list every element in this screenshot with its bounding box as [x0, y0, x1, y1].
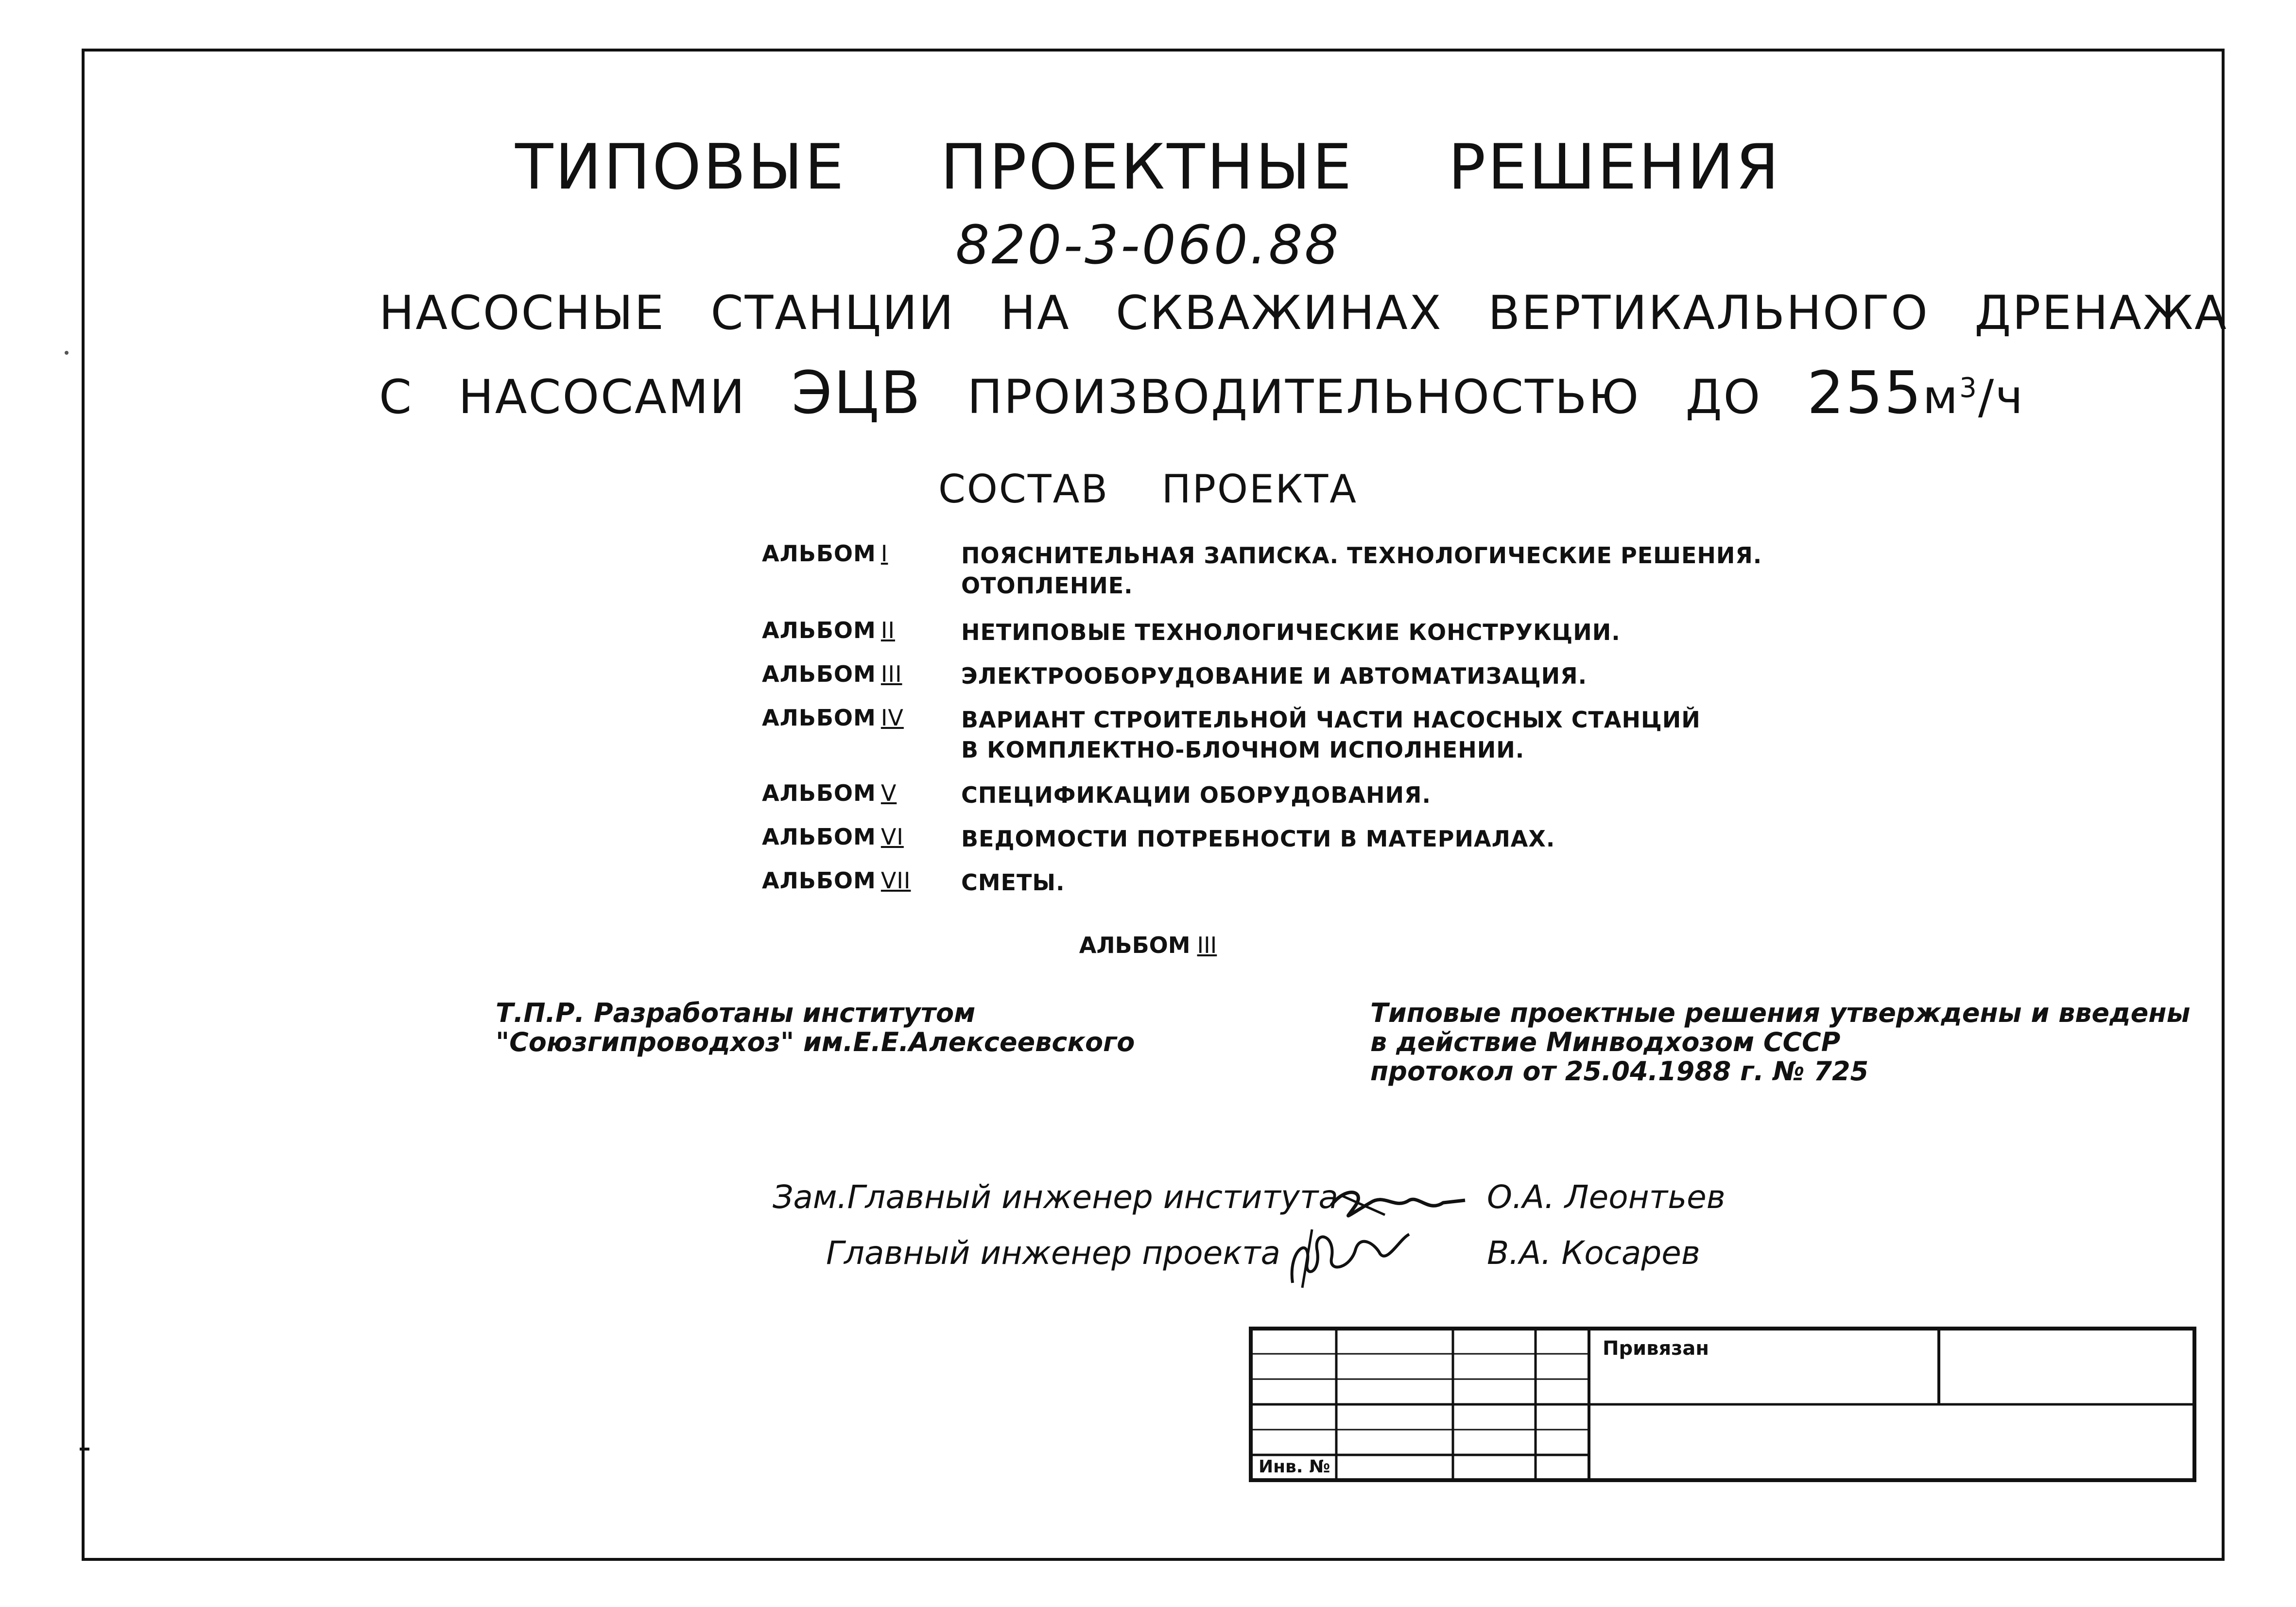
album-label: АЛЬБОМ	[762, 824, 876, 850]
document-code: 820-3-060.88	[955, 214, 1341, 276]
capacity-unit-sup: 3	[1959, 372, 1978, 404]
subtitle-line-1: НАСОСНЫЕ СТАНЦИИ НА СКВАЖИНАХ ВЕРТИКАЛЬНОГО ДРЕНАЖА	[379, 286, 2228, 340]
capacity-unit-tail: /ч	[1978, 370, 2024, 424]
album-number: IV	[880, 705, 904, 731]
developer-line-2: "Союзгипроводхоз" им.Е.Е.Алексеевского	[496, 1027, 1135, 1057]
subtitle-mid: ПРОИЗВОДИТЕЛЬНОСТЬЮ ДО	[967, 370, 1762, 424]
margin-tick	[80, 1448, 89, 1451]
album-label: АЛЬБОМ	[762, 617, 876, 643]
album-label: АЛЬБОМ	[762, 705, 876, 731]
album-desc-line2: ОТОПЛЕНИЕ.	[961, 572, 1133, 599]
approval-line-2: в действие Минводхозом СССР	[1370, 1027, 1841, 1057]
album-desc-line1: ВЕДОМОСТИ ПОТРЕБНОСТИ В МАТЕРИАЛАХ.	[961, 826, 1555, 852]
album-number: V	[880, 780, 897, 806]
capacity-value: 255	[1807, 360, 1923, 427]
developer-line-1: Т.П.Р. Разработаны институтом	[496, 998, 976, 1028]
album-label: АЛЬБОМ	[762, 661, 876, 687]
role-chief-engineer-institute: Зам.Главный инженер института	[773, 1178, 1338, 1216]
subtitle-prefix: С НАСОСАМИ	[379, 370, 746, 424]
current-album	[0, 932, 2296, 958]
album-desc-line2: В КОМПЛЕКТНО-БЛОЧНОМ ИСПОЛНЕНИИ.	[961, 737, 1525, 763]
album-number: VI	[880, 824, 904, 850]
album-desc-line1: НЕТИПОВЫЕ ТЕХНОЛОГИЧЕСКИЕ КОНСТРУКЦИИ.	[961, 619, 1621, 645]
name-leontiev: О.А. Леонтьев	[1487, 1178, 1726, 1216]
name-kosarev: В.А. Косарев	[1487, 1234, 1700, 1272]
composition-heading: СОСТАВ ПРОЕКТА	[938, 467, 1358, 512]
approval-note	[1370, 999, 2190, 1086]
signature-kosarev-icon	[1283, 1220, 1419, 1297]
album-desc-line1: СПЕЦИФИКАЦИИ ОБОРУДОВАНИЯ.	[961, 782, 1431, 808]
album-number: I	[880, 540, 888, 567]
stamp-inv-label: Инв. №	[1259, 1457, 1330, 1477]
album-number: VII	[880, 867, 911, 894]
developer-note	[496, 999, 1135, 1057]
margin-dot	[65, 351, 69, 355]
album-label: АЛЬБОМ	[762, 867, 876, 894]
approval-line-1: Типовые проектные решения утверждены и введены	[1370, 998, 2191, 1028]
album-label: АЛЬБОМ	[762, 780, 876, 806]
album-desc-line1: ПОЯСНИТЕЛЬНАЯ ЗАПИСКА. ТЕХНОЛОГИЧЕСКИЕ РЕШЕНИЯ.	[961, 542, 1762, 569]
stamp-bound-label: Привязан	[1603, 1337, 1709, 1360]
album-desc-line1: ВАРИАНТ СТРОИТЕЛЬНОЙ ЧАСТИ НАСОСНЫХ СТАНЦИЙ	[961, 707, 1701, 733]
album-desc-line1: СМЕТЫ.	[961, 869, 1065, 896]
album-number: II	[880, 617, 895, 643]
document-title: ТИПОВЫЕ ПРОЕКТНЫЕ РЕШЕНИЯ	[515, 131, 1781, 204]
subtitle-line-2	[379, 360, 2024, 427]
current-album-number: III	[1197, 932, 1217, 958]
stamp-block	[1249, 1327, 2196, 1482]
pump-type: ЭЦВ	[791, 360, 922, 427]
album-label: АЛЬБОМ	[762, 540, 876, 567]
album-desc-line1: ЭЛЕКТРООБОРУДОВАНИЕ И АВТОМАТИЗАЦИЯ.	[961, 663, 1588, 689]
current-album-label: АЛЬБОМ	[1079, 932, 1191, 958]
capacity-unit: м	[1922, 370, 1960, 424]
album-number: III	[880, 661, 902, 687]
approval-line-3: протокол от 25.04.1988 г. № 725	[1370, 1056, 1869, 1087]
role-chief-engineer-project: Главный инженер проекта	[826, 1234, 1280, 1272]
